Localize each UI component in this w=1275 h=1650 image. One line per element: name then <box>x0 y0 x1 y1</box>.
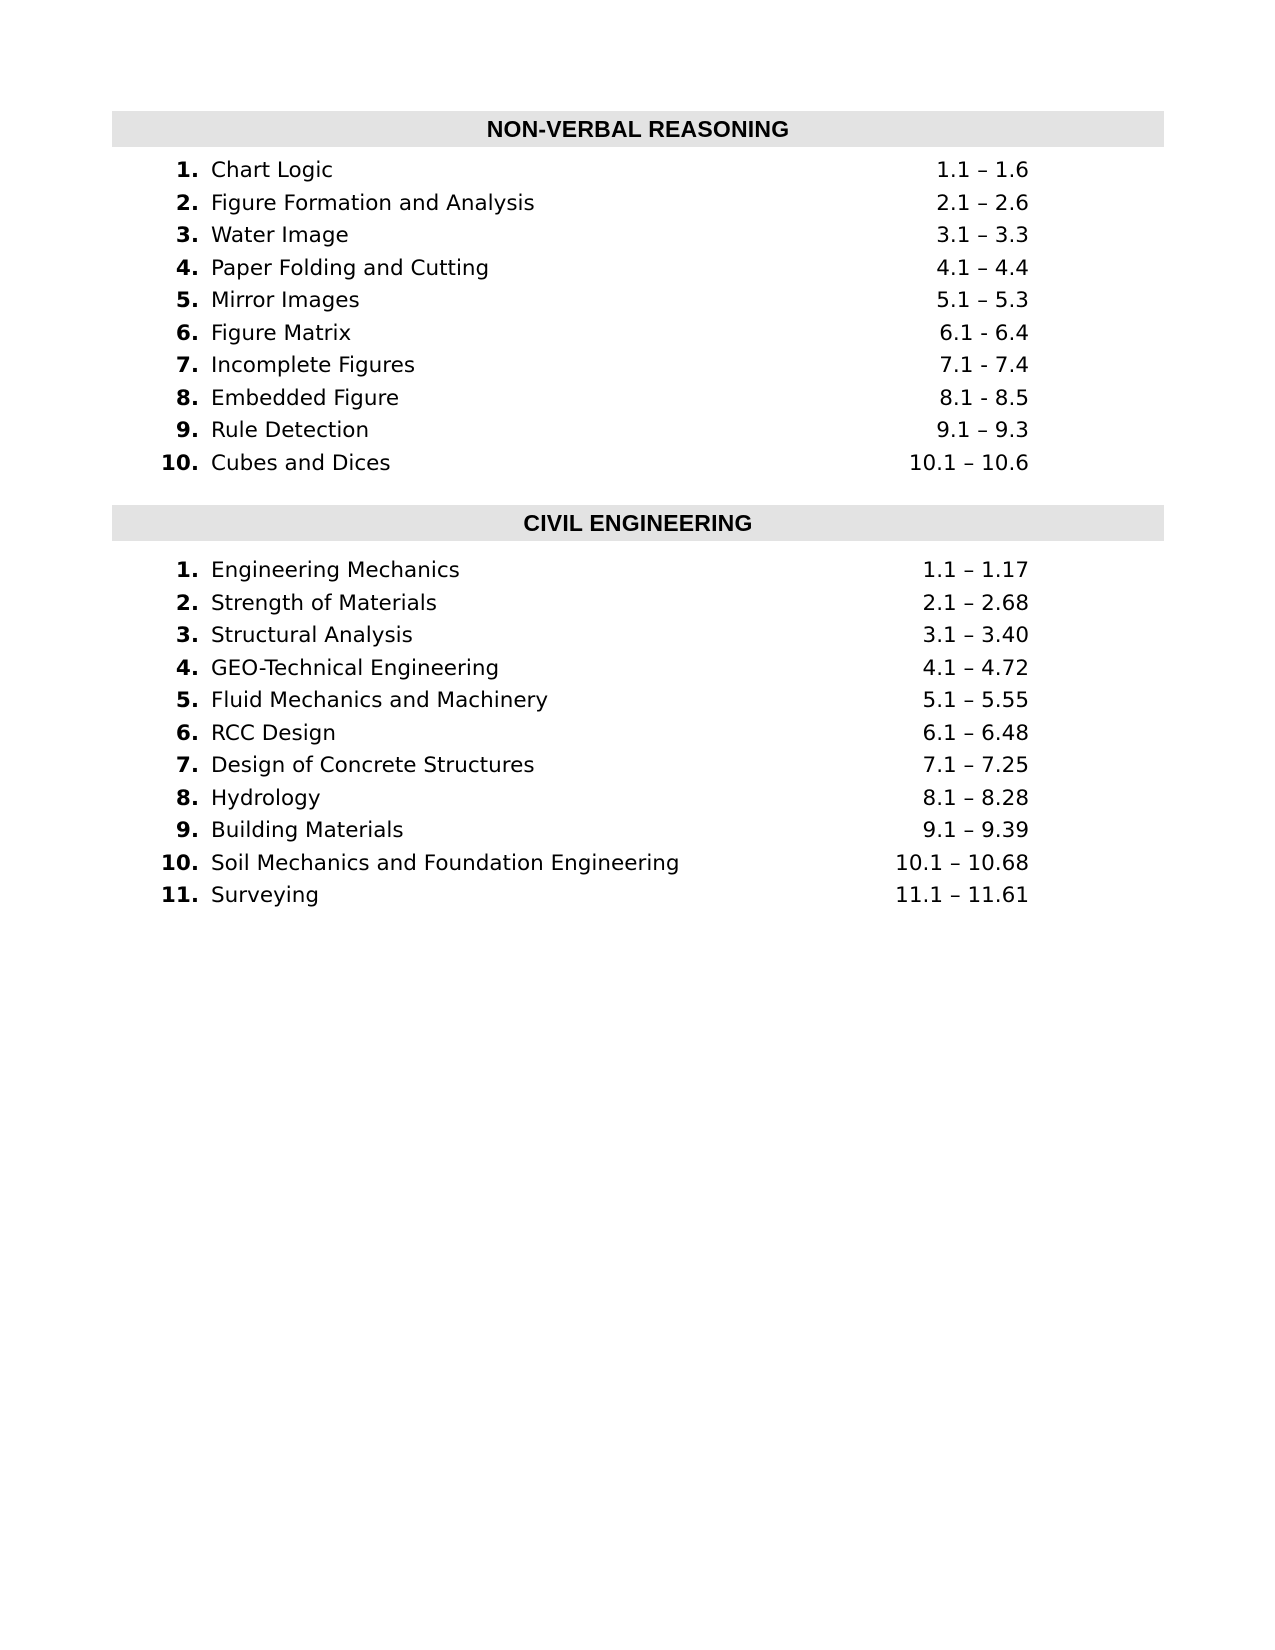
toc-entry <box>0 285 1275 318</box>
entry-page-range: 2.1 – 2.6 <box>936 190 1029 216</box>
entry-page-range: 4.1 – 4.4 <box>936 255 1029 281</box>
entry-title: Building Materials <box>211 818 404 843</box>
entry-page-range: 3.1 – 3.40 <box>922 623 1029 648</box>
entry-page-range: 11.1 – 11.61 <box>895 883 1029 908</box>
entry-number: 1. <box>175 158 199 183</box>
toc-entry <box>0 220 1275 253</box>
entry-page-range: 7.1 – 7.25 <box>922 753 1029 778</box>
entry-number: 5. <box>175 688 199 713</box>
toc-entry <box>0 653 1275 686</box>
entry-title: RCC Design <box>211 720 336 746</box>
entry-title: Fluid Mechanics and Machinery <box>211 688 549 713</box>
entry-page-range: 6.1 - 6.4 <box>939 320 1029 346</box>
entry-title: Rule Detection <box>211 418 370 443</box>
entry-page-range: 8.1 – 8.28 <box>922 785 1029 811</box>
toc-entry <box>0 750 1275 783</box>
entry-title: Mirror Images <box>211 288 360 313</box>
entry-page-range: 6.1 – 6.48 <box>922 720 1029 746</box>
entry-number: 7. <box>175 353 199 378</box>
toc-list-civil-engineering <box>0 555 1275 913</box>
entry-title: Embedded Figure <box>211 385 400 411</box>
toc-entry <box>0 253 1275 286</box>
toc-entry <box>0 588 1275 621</box>
entry-page-range: 1.1 – 1.6 <box>936 158 1029 183</box>
entry-number: 4. <box>175 255 199 281</box>
entry-number: 11. <box>160 883 199 908</box>
toc-entry <box>0 383 1275 416</box>
entry-number: 10. <box>160 450 199 476</box>
entry-title: Paper Folding and Cutting <box>211 255 490 281</box>
entry-number: 1. <box>175 558 199 583</box>
entry-title: GEO-Technical Engineering <box>211 655 500 681</box>
entry-page-range: 5.1 – 5.55 <box>922 688 1029 713</box>
toc-entry <box>0 815 1275 848</box>
entry-page-range: 2.1 – 2.68 <box>922 590 1029 616</box>
entry-title: Surveying <box>211 883 320 908</box>
entry-title: Figure Matrix <box>211 320 352 346</box>
toc-entry <box>0 880 1275 913</box>
entry-title: Structural Analysis <box>211 623 413 648</box>
entry-number: 8. <box>175 385 199 411</box>
toc-entry <box>0 318 1275 351</box>
entry-title: Cubes and Dices <box>211 450 391 476</box>
entry-number: 9. <box>175 818 199 843</box>
entry-number: 6. <box>175 720 199 746</box>
entry-page-range: 8.1 - 8.5 <box>939 385 1029 411</box>
section-heading-civil-engineering: CIVIL ENGINEERING <box>112 505 1164 541</box>
entry-page-range: 4.1 – 4.72 <box>922 655 1029 681</box>
entry-page-range: 10.1 – 10.6 <box>908 450 1029 476</box>
section-heading-non-verbal-reasoning: NON-VERBAL REASONING <box>112 111 1164 147</box>
entry-number: 5. <box>175 288 199 313</box>
entry-number: 8. <box>175 785 199 811</box>
entry-title: Design of Concrete Structures <box>211 753 535 778</box>
toc-entry <box>0 555 1275 588</box>
entry-number: 10. <box>160 850 199 876</box>
entry-page-range: 3.1 – 3.3 <box>936 223 1029 248</box>
entry-title: Water Image <box>211 223 349 248</box>
entry-number: 2. <box>175 590 199 616</box>
entry-number: 2. <box>175 190 199 216</box>
entry-page-range: 7.1 - 7.4 <box>939 353 1029 378</box>
entry-page-range: 9.1 – 9.39 <box>922 818 1029 843</box>
entry-number: 3. <box>175 623 199 648</box>
toc-entry <box>0 685 1275 718</box>
entry-page-range: 1.1 – 1.17 <box>922 558 1029 583</box>
entry-number: 4. <box>175 655 199 681</box>
entry-title: Chart Logic <box>211 158 334 183</box>
toc-entry <box>0 718 1275 751</box>
toc-entry <box>0 350 1275 383</box>
entry-title: Hydrology <box>211 785 321 811</box>
entry-page-range: 10.1 – 10.68 <box>895 850 1029 876</box>
entry-number: 6. <box>175 320 199 346</box>
toc-entry <box>0 783 1275 816</box>
entry-number: 3. <box>175 223 199 248</box>
entry-title: Engineering Mechanics <box>211 558 460 583</box>
toc-entry <box>0 448 1275 481</box>
entry-page-range: 9.1 – 9.3 <box>936 418 1029 443</box>
entry-number: 9. <box>175 418 199 443</box>
toc-list-non-verbal-reasoning <box>0 155 1275 480</box>
toc-entry <box>0 620 1275 653</box>
entry-number: 7. <box>175 753 199 778</box>
entry-title: Strength of Materials <box>211 590 437 616</box>
toc-entry <box>0 155 1275 188</box>
entry-title: Figure Formation and Analysis <box>211 190 535 216</box>
toc-entry <box>0 848 1275 881</box>
entry-title: Incomplete Figures <box>211 353 416 378</box>
entry-title: Soil Mechanics and Foundation Engineering <box>211 850 680 876</box>
entry-page-range: 5.1 – 5.3 <box>936 288 1029 313</box>
toc-entry <box>0 415 1275 448</box>
toc-entry <box>0 188 1275 221</box>
